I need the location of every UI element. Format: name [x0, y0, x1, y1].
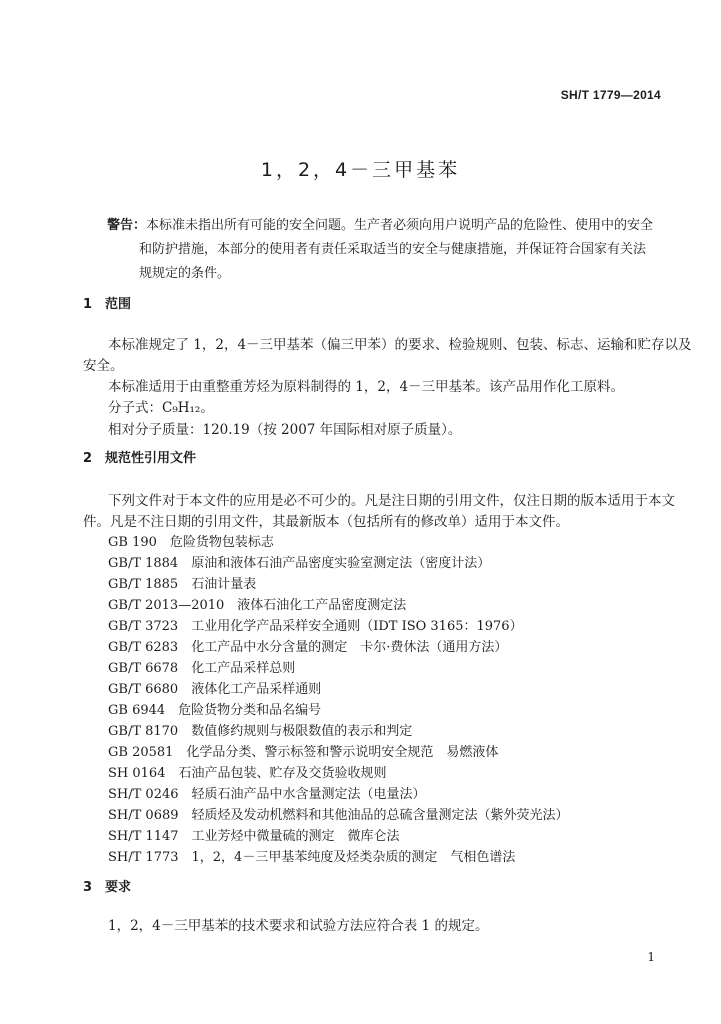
reference-item: GB/T 3723 工业用化学产品采样安全通则（IDT ISO 3165：1976） [108, 619, 523, 634]
section-2-heading [83, 447, 196, 466]
reference-item: GB 190 危险货物包装标志 [108, 535, 274, 550]
reference-item: SH/T 1147 工业芳烃中微量硫的测定 微库仑法 [108, 829, 400, 844]
section-1-para-1-line-1: 本标准规定了 1，2，4－三甲基苯（偏三甲苯）的要求、检验规则、包装、标志、运输和贮存以及 [108, 337, 692, 353]
molecular-formula: 分子式：C₉H₁₂。 [108, 400, 214, 416]
section-3-title: 要求 [105, 880, 132, 895]
reference-item: SH/T 1773 1，2，4－三甲基苯纯度及烃类杂质的测定 气相色谱法 [108, 850, 516, 865]
document-title: 1，2，4－三甲基苯 [260, 159, 461, 181]
section-1-number: 1 [83, 297, 93, 312]
reference-item: GB/T 2013—2010 液体石油化工产品密度测定法 [108, 598, 407, 613]
warning-line-3: 规规定的条件。 [139, 266, 231, 281]
reference-item: SH/T 0246 轻质石油产品中水含量测定法（电量法） [108, 787, 426, 802]
page-number: 1 [647, 950, 655, 964]
standard-code: SH/T 1779—2014 [560, 88, 661, 102]
molecular-mass: 相对分子质量：120.19（按 2007 年国际相对原子质量）。 [108, 422, 462, 438]
reference-item: SH 0164 石油产品包装、贮存及交货验收规则 [108, 766, 387, 781]
reference-item: GB/T 8170 数值修约规则与极限数值的表示和判定 [108, 724, 413, 739]
section-2-intro-line-1: 下列文件对于本文件的应用是必不可少的。凡是注日期的引用文件，仅注日期的版本适用于本文 [108, 493, 675, 509]
section-3-heading [83, 876, 131, 895]
warning-line-2: 和防护措施，本部分的使用者有责任采取适当的安全与健康措施，并保证符合国家有关法 [139, 242, 647, 257]
warning-label: 警告： [107, 218, 147, 233]
section-1-para-1-line-2: 安全。 [83, 358, 124, 374]
warning-block [107, 214, 667, 286]
section-2-intro-line-2: 件。凡是不注日期的引用文件，其最新版本（包括所有的修改单）适用于本文件。 [83, 514, 569, 530]
warning-line-1: 警告：本标准未指出所有可能的安全问题。生产者必须向用户说明产品的危险性、使用中的安全 [107, 218, 654, 233]
section-3-para: 1，2，4－三甲基苯的技术要求和试验方法应符合表 1 的规定。 [108, 918, 489, 934]
reference-item: GB/T 6678 化工产品采样总则 [108, 661, 296, 676]
reference-item: GB/T 1885 石油计量表 [108, 577, 257, 592]
reference-item: GB 20581 化学品分类、警示标签和警示说明安全规范 易燃液体 [108, 745, 499, 760]
section-1-para-2: 本标准适用于由重整重芳烃为原料制得的 1，2，4－三甲基苯。该产品用作化工原料。 [108, 379, 625, 395]
section-1-heading [83, 293, 131, 312]
section-2-title: 规范性引用文件 [105, 451, 197, 466]
reference-item: GB 6944 危险货物分类和品名编号 [108, 703, 322, 718]
reference-item: GB/T 1884 原油和液体石油产品密度实验室测定法（密度计法） [108, 556, 491, 571]
reference-item: SH/T 0689 轻质烃及发动机燃料和其他油品的总硫含量测定法（紫外荧光法） [108, 808, 569, 823]
section-2-number: 2 [83, 451, 93, 466]
reference-item: GB/T 6680 液体化工产品采样通则 [108, 682, 322, 697]
formula-value: C₉H₁₂。 [162, 400, 214, 416]
reference-item: GB/T 6283 化工产品中水分含量的测定 卡尔·费休法（通用方法） [108, 640, 508, 655]
section-1-title: 范围 [105, 297, 132, 312]
section-3-number: 3 [83, 880, 93, 895]
